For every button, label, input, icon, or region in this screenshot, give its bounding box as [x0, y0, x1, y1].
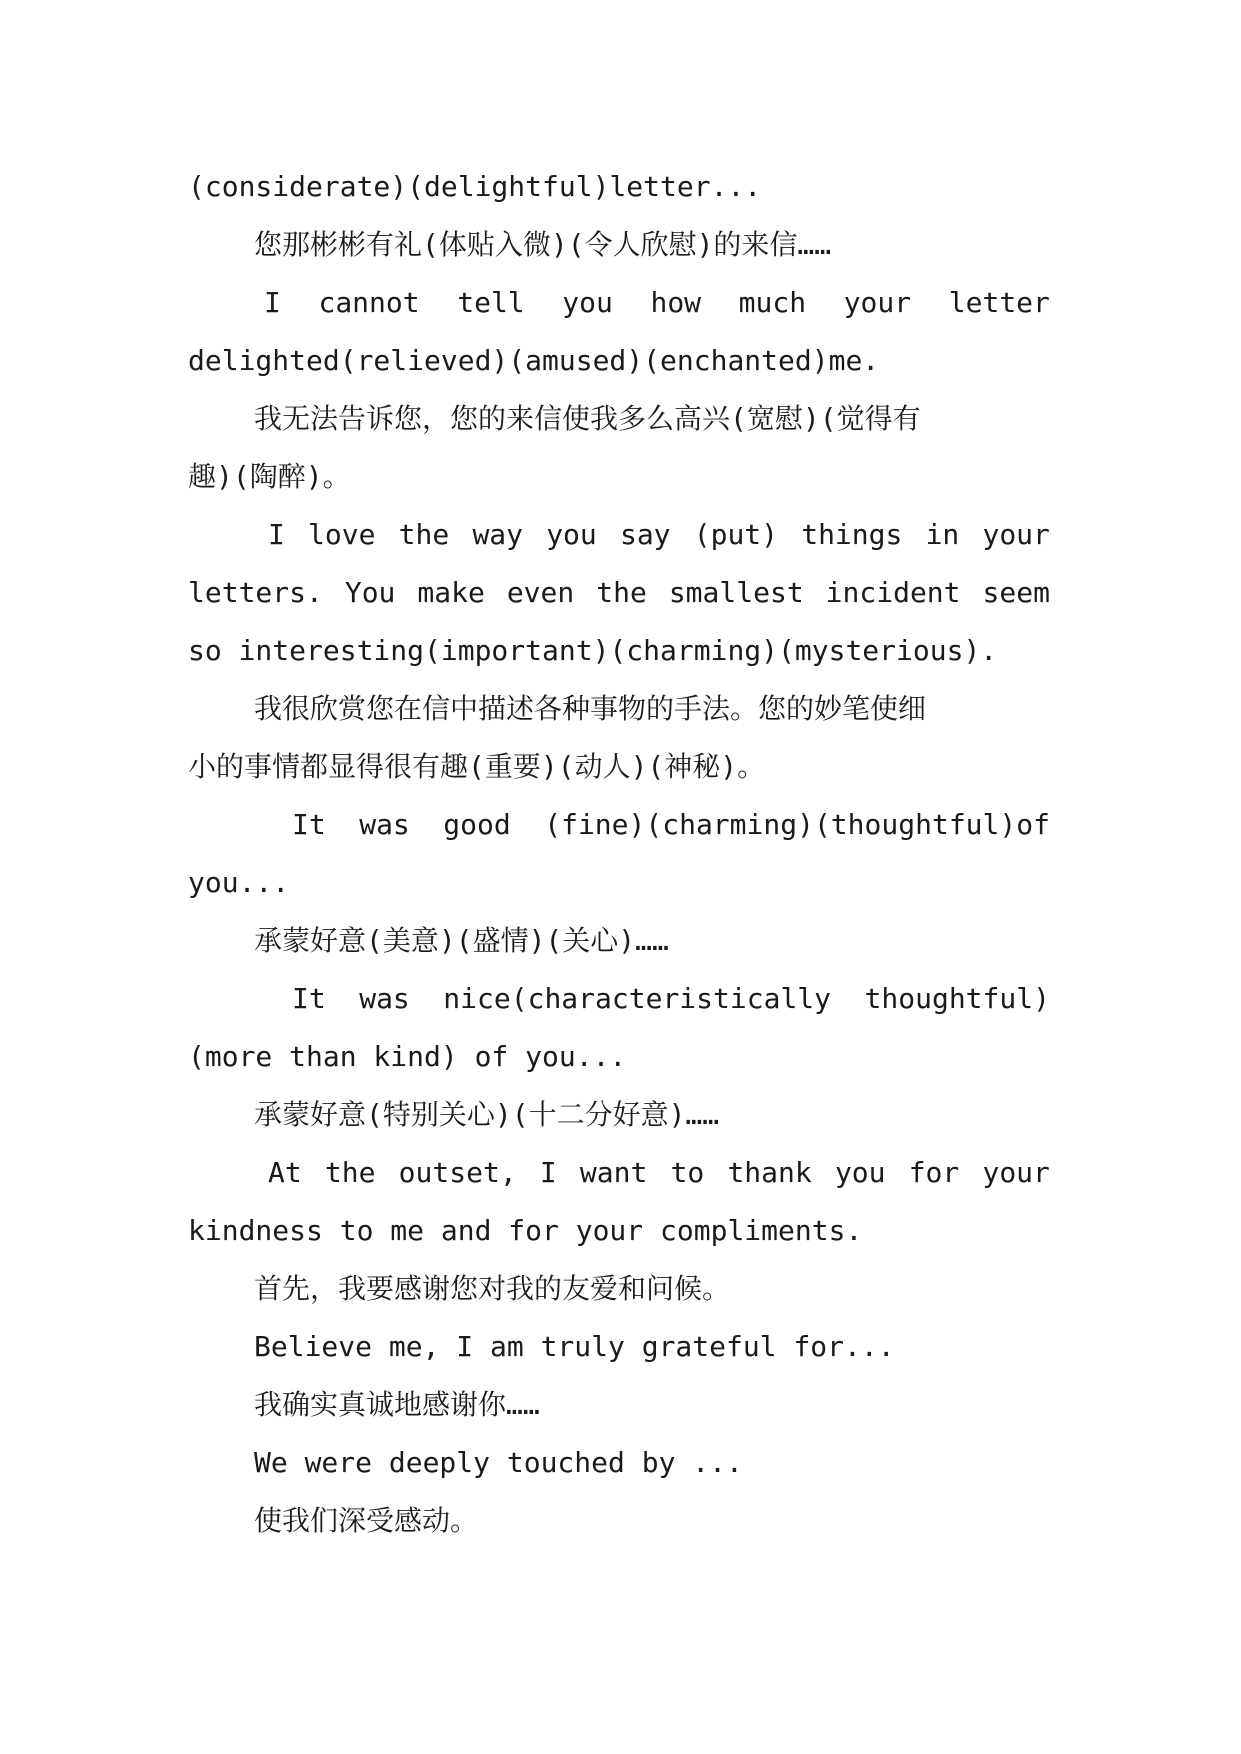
text-line: Believe me, I am truly grateful for... — [254, 1330, 895, 1363]
text-line: We were deeply touched by ... — [254, 1446, 743, 1479]
word: I — [268, 518, 285, 551]
word: outset, — [398, 1156, 517, 1189]
word: in — [925, 518, 960, 551]
word: (fine)(charming)(thoughtful)of — [544, 808, 1050, 841]
text-line-justified — [188, 1144, 1050, 1202]
word: seem — [982, 576, 1050, 609]
word: was — [359, 808, 410, 841]
text-line-justified — [188, 564, 1050, 622]
text-line: 承蒙好意(特别关心)(十二分好意)…… — [254, 1098, 720, 1131]
word: smallest — [668, 576, 804, 609]
text-line: 我无法告诉您，您的来信使我多么高兴(宽慰)(觉得有 — [254, 402, 921, 435]
word: your — [843, 286, 912, 319]
word: love — [308, 518, 376, 551]
text-line: 使我们深受感动。 — [254, 1504, 479, 1537]
word: thank — [727, 1156, 812, 1189]
word: how — [650, 286, 702, 319]
text-line-justified — [188, 506, 1050, 564]
word: say — [619, 518, 671, 551]
word: letter — [948, 286, 1050, 319]
text-line: 趣)(陶醉)。 — [188, 460, 351, 493]
word: you — [562, 286, 613, 319]
text-line: so interesting(important)(charming)(mysterious). — [188, 634, 998, 667]
word: At — [268, 1156, 302, 1189]
word: It — [292, 982, 326, 1015]
word: cannot — [318, 286, 420, 319]
word: your — [982, 518, 1050, 551]
word: It — [292, 808, 326, 841]
word: good — [443, 808, 511, 841]
text-line: 我确实真诚地感谢你…… — [254, 1388, 540, 1421]
text-line: delighted(relieved)(amused)(enchanted)me. — [188, 344, 880, 377]
word: the — [596, 576, 647, 609]
word: I — [539, 1156, 557, 1189]
text-line-justified — [188, 274, 1050, 332]
text-line: 您那彬彬有礼(体贴入微)(令人欣慰)的来信…… — [254, 228, 832, 261]
text-line: you... — [188, 866, 290, 899]
text-line: (considerate)(delightful)letter... — [188, 170, 762, 203]
word: make — [417, 576, 485, 609]
word: you — [834, 1156, 886, 1189]
word: want — [579, 1156, 648, 1189]
word: thoughtful) — [864, 982, 1050, 1015]
word: much — [738, 286, 807, 319]
word: letters. — [188, 576, 323, 609]
word: your — [982, 1156, 1050, 1189]
word: (put) — [693, 518, 779, 551]
text-line: 我很欣赏您在信中描述各种事物的手法。您的妙笔使细 — [254, 692, 927, 725]
document-page — [188, 158, 1050, 1550]
text-line: 承蒙好意(美意)(盛情)(关心)…… — [254, 924, 669, 957]
word: nice(characteristically — [443, 982, 832, 1015]
text-line: 首先，我要感谢您对我的友爱和问候。 — [254, 1272, 731, 1305]
word: You — [344, 576, 396, 609]
word: was — [359, 982, 410, 1015]
text-line: kindness to me and for your compliments. — [188, 1214, 863, 1247]
word: the — [398, 518, 450, 551]
word: for — [908, 1156, 960, 1189]
text-line: (more than kind) of you... — [188, 1040, 627, 1073]
word: things — [801, 518, 903, 551]
text-line-justified — [188, 970, 1050, 1028]
text-line-justified — [188, 796, 1050, 854]
word: you — [546, 518, 597, 551]
word: tell — [457, 286, 525, 319]
text-line: 小的事情都显得很有趣(重要)(动人)(神秘)。 — [188, 750, 766, 783]
word: way — [472, 518, 524, 551]
word: the — [324, 1156, 376, 1189]
word: incident — [825, 576, 961, 609]
word: I — [264, 286, 281, 319]
word: even — [506, 576, 575, 609]
word: to — [670, 1156, 705, 1189]
